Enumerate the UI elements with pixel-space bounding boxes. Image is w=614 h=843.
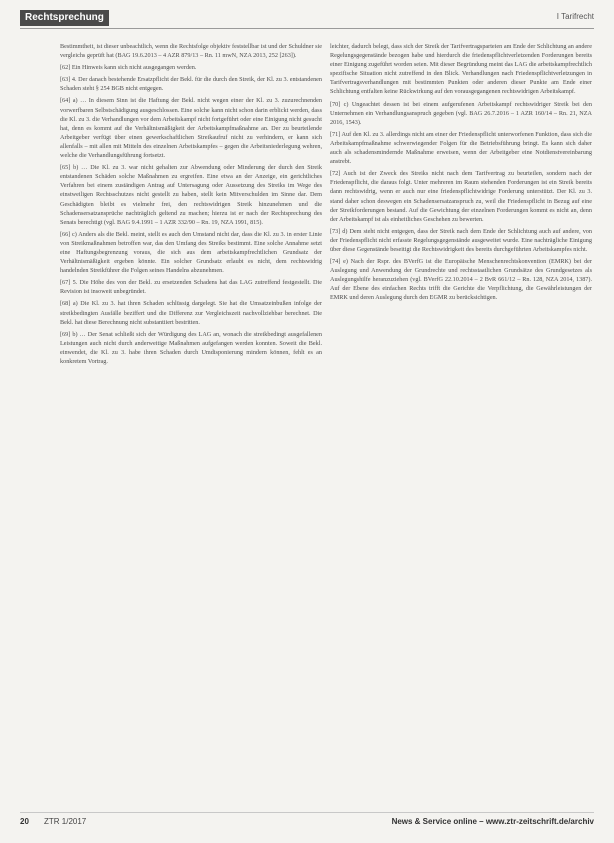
paragraph: leichter, dadurch belegt, dass sich der Streik der Tarifvertragsparteien am Ende der Schlichtung an andere Regelungsgegenstände bezogen habe und hierdurch die friedenspflichtverletzenden Forderungen bereits einer Einigung zugeführt worden seien. Mit dieser Begründung meint das LAG die arbeitskampfrechtlich spezifische Situation nicht zutreffend in den Blick. Verhandlungen nach Friedenspflichtverletzungen in Tarifvertragsverhandlungen mit bestimmten Punkten oder anderen dieser Punkte am Ende einer Schlichtung entfalten keine Rückwirkung auf den vorausgegangenen rechtswidrigen Arbeitskampf. <box>330 43 592 96</box>
paragraph: [65] b) … Die Kl. zu 3. war nicht gehalten zur Abwendung oder Minderung der durch den Streik entstandenen Schäden solche Maßnahmen zu ergreifen. Eine etwa an der Anzeige, ein gerichtliches Verfahren bei einem zuständigen Antrag auf Untersagung oder Aussetzung des Streiks im Wege des einstweiligen Rechtsschutzes nicht gestellt zu haben, stellt kein Mitverschulden im Sinne dar. Dem Geschädigten bleibt es vielmehr frei, den rechtswidrigen Streik hinzunehmen und die Schadensersatzansprüche nachträglich geltend zu machen; hierzu ist er nach der Rechtsprechung des Senats berechtigt (vgl. BAG 9.4.1991 – 1 AZR 332/90 – Rn. 19, NZA 1991, 815). <box>60 164 322 226</box>
paragraph: [62] Ein Hinweis kann sich nicht ausgegangen werden. <box>60 64 197 72</box>
paragraph: [69] b) … Der Senat schließt sich der Würdigung des LAG an, wonach die streikbedingt ausgefallenen Leistungen auch nicht durch anderweitige Maßnahmen aufgefangen werden konnten. Soweit die Bekl. einwendet, die Kl. zu 3. habe ihren Schaden durch Umdisponierung mindern können, fehlt es an konkretem Vortrag. <box>60 330 322 365</box>
paragraph: [71] Auf den Kl. zu 3. allerdings nicht am einer der Friedenspflicht unterworfenen Funktion, dass sich die Arbeitskampfmaßnahme schwerwiegender Folgen für die Betriebsführung bringt. Es kann sich daher auch als schadensmindernde Maßnahme erweisen, wenn der Arbeitgeber eine Notdienstvereinbarung anstrebt. <box>330 130 592 166</box>
paragraph: Bestimmtheit, ist dieser unbeachtlich, wenn die Rechtsfolge objektiv feststellbar ist und der Schuldner sie vergleichs geprüft hat (BAG 19.6.2013 – 4 AZR 879/13 – Rn. 11 mwN, NZA 2013, 252 [263]). <box>60 43 322 60</box>
paragraph: [70] c) Ungeachtet dessen ist bei einem aufgerufenen Arbeitskampf rechtswidriger Streik bei den Unternehmen ein Verhandlungsanspruch gegeben (vgl. BAG 26.7.2016 – 1 AZR 160/14 – Rn. 21, NZA 2016, 1543). <box>330 100 592 126</box>
right-column <box>330 42 592 802</box>
paragraph: [66] c) Anders als die Bekl. meint, stellt es auch den Umstand nicht dar, dass die Kl. zu 3. in erster Linie von Streikmaßnahmen betroffen war, das den Umfang des Streiks bestimmt. Eine solche Annahme setzt eine Haftungsbegrenzung voraus, die sich aus dem arbeitskampfrechtlichen Grundsatz der Verhältnismäßigkeit ergeben könnte. Ein solcher Grundsatz erlaubt es nicht, dem rechtswidrig handelnden Streikführer die Folgen seines Handelns abzunehmen. <box>60 230 322 275</box>
category-label: I Tarifrecht <box>556 12 594 21</box>
journal-issue: ZTR 1/2017 <box>44 817 87 826</box>
page-footer <box>20 812 594 829</box>
paragraph: [64] a) … In diesem Sinn ist die Haftung der Bekl. nicht wegen einer der Kl. zu 3. zuzurechnenden vorwerfbaren Selbstschädigung ausgeschlossen. Eine solche kann nicht schon darin erblickt werden, dass die Kl. zu 3. die Verhandlungen vor dem Arbeitskampf nicht fortgeführt oder eine Einigung nicht gesucht hat, denn es kommt auf die Verhältnismäßigkeit der Arbeitskampfmaßnahme an. Der zu beurteilende Arbeitgeber verfügt über einen gewerkschaftlichen Streikaufruf nicht zu verhindern, er kann sich allenfalls – mit allen mit Mitteln des einzelnen Arbeitskampfes – gegen die Arbeitsniederlegung wehren, welche die Verhandlungsführung fortsetzt. <box>60 97 322 160</box>
footer-link[interactable]: News & Service online – www.ztr-zeitschrift.de/archiv <box>391 817 594 826</box>
section-tag: Rechtsprechung <box>20 10 109 26</box>
paragraph: [68] a) Die Kl. zu 3. hat ihren Schaden schlüssig dargelegt. Sie hat die Umsatzeinbußen infolge der streikbedingten Ausfälle beziffert und die Differenz zur Vergleichszeit nachvollziehbar berechnet. Die Bekl. hat diese Berechnung nicht substantiiert bestritten. <box>60 300 322 326</box>
paragraph: [74] e) Nach der Rspr. des BVerfG ist die Europäische Menschenrechtskonvention (EMRK) bei der Auslegung und Anwendung der Grundrechte und rechtsstaatlichen Grundsätze des Grundgesetzes als Auslegungshilfe heranzuziehen (vgl. BVerfG 22.10.2014 – 2 BvR 661/12 – Rn. 128, NZA 2014, 1387). Auf der Ebene des einfachen Rechts trifft die Gerichte die Verpflichtung, die Gewährleistungen der EMRK und deren Auslegung durch den EGMR zu berücksichtigen. <box>330 258 592 302</box>
paragraph: [63] 4. Der danach bestehende Ersatzpflicht der Bekl. für die durch den Streik, der Kl. zu 3. entstandenen Schaden steht § 254 BGB nicht entgegen. <box>60 76 322 93</box>
left-column <box>60 42 322 802</box>
paragraph: [67] 5. Die Höhe des von der Bekl. zu ersetzenden Schadens hat das LAG zutreffend festgestellt. Die Revision ist insoweit unbegründet. <box>60 279 322 296</box>
page-header <box>20 10 594 29</box>
page-number: 20 <box>20 817 29 826</box>
paragraph: [72] Auch ist der Zweck des Streiks nicht nach dem Tarifvertrag zu beurteilen, sondern nach der Friedenspflicht, die daraus folgt. Unter mehreren im Raum stehenden Forderungen ist ein Streik bereits dann rechtswidrig, wenn er auch nur eine friedenspflichtwidrige Forderung unterstützt. Der Kl. zu 3. stand daher schon deswegen ein Schadensersatzanspruch zu, weil die Friedenspflicht in Bezug auf eine der Streikforderungen bestand. Auf die Gewichtung der einzelnen Forderungen kommt es nicht an, denn der Arbeitskampf ist als einheitliches Geschehen zu bewerten. <box>330 170 592 223</box>
paragraph: [73] d) Dem steht nicht entgegen, dass der Streik nach dem Ende der Schlichtung auch auf andere, von der Friedenspflicht nicht erfasste Regelungsgegenstände ausgeweitet wurde. Eine nachträgliche Einigung über diese Gegenstände beseitigt die Rechtswidrigkeit des bereits durchgeführten Arbeitskampfes nicht. <box>330 227 592 253</box>
